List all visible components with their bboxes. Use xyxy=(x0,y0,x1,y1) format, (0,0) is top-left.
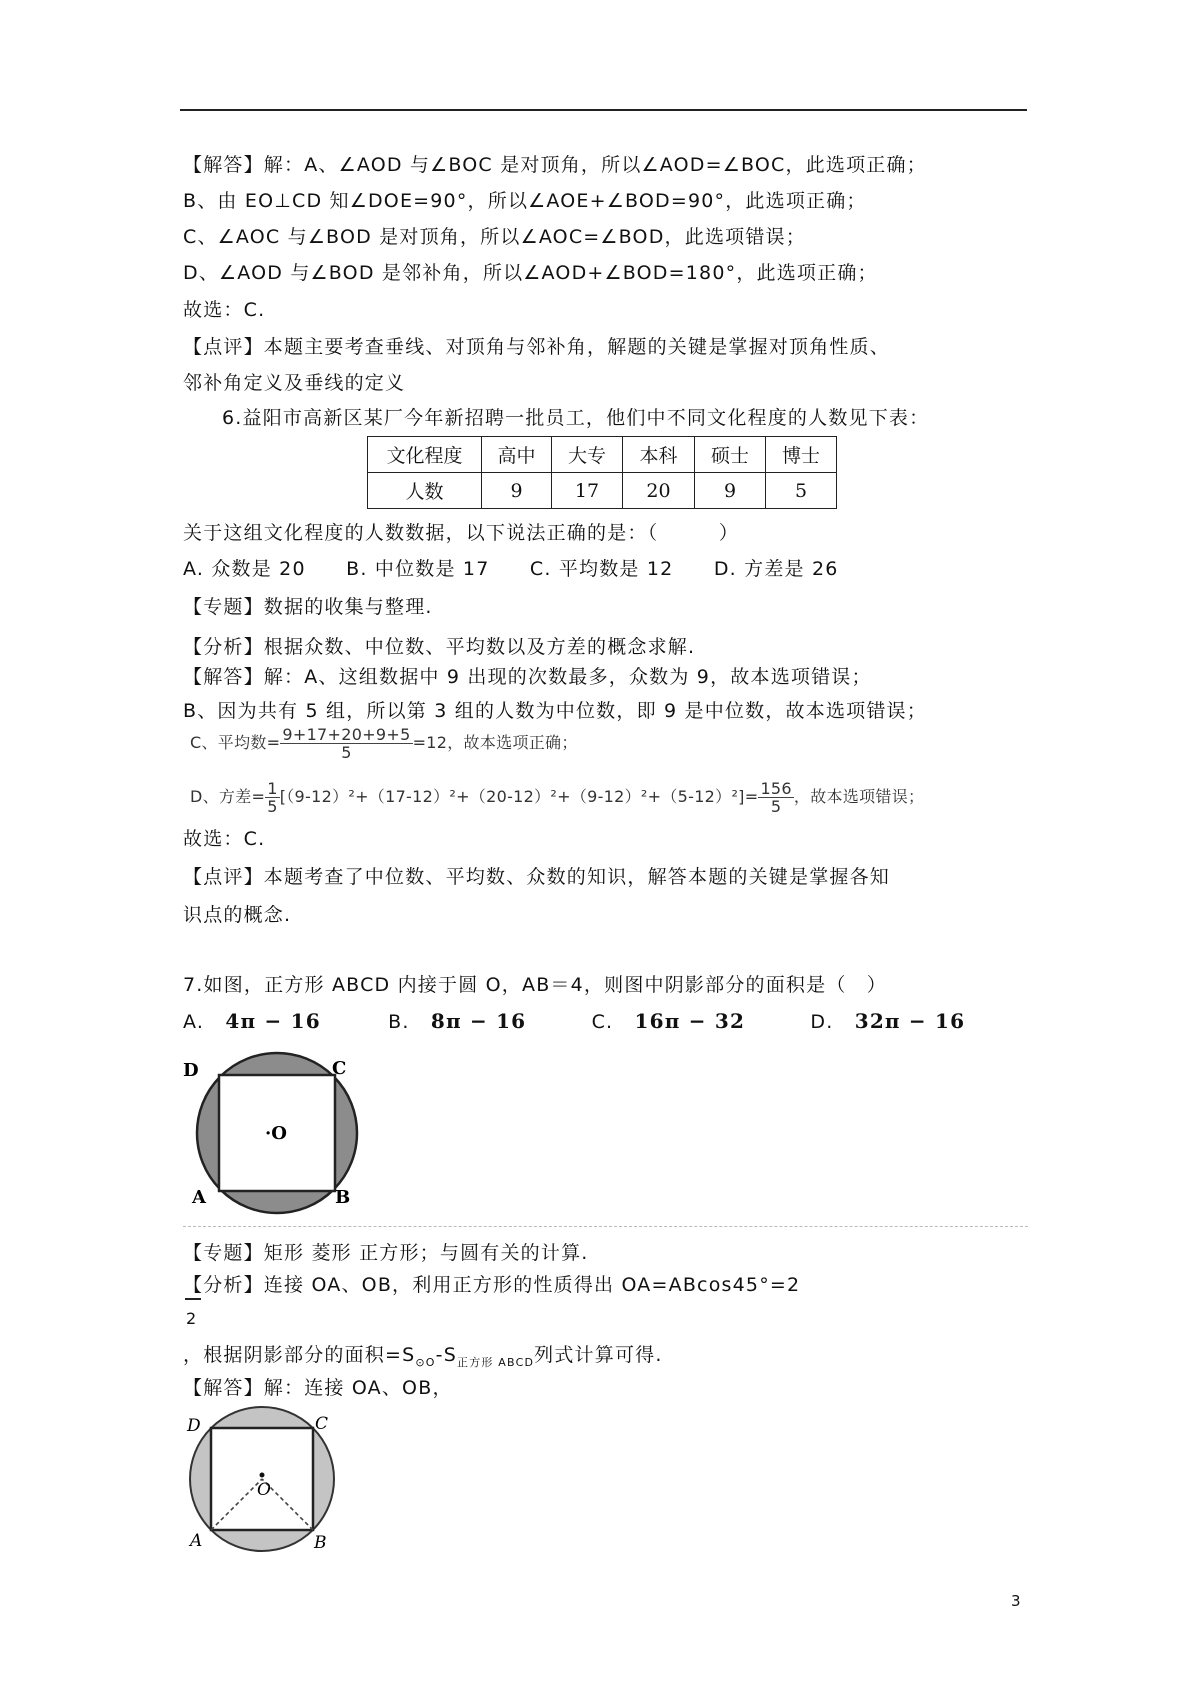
option-c-label: C. xyxy=(591,1011,614,1033)
table-cell: 硕士 xyxy=(695,437,766,473)
option-b-label: B. xyxy=(388,1011,410,1033)
fraction-denominator: 5 xyxy=(341,743,352,762)
option-a-value: 4π − 16 xyxy=(225,1009,321,1033)
q6-option-b: B、因为共有 5 组，所以第 3 组的人数为中位数，即 9 是中位数，故本选项错误； xyxy=(183,700,927,722)
q5-comment-line1: 【点评】本题主要考查垂线、对顶角与邻补角，解题的关键是掌握对顶角性质、 xyxy=(183,336,891,358)
table-cell: 本科 xyxy=(623,437,695,473)
option-d-value: 32π − 16 xyxy=(854,1009,966,1033)
center-label-o: O xyxy=(257,1480,271,1500)
analysis-text: 列式计算可得. xyxy=(534,1344,663,1366)
analysis-text: ，根据阴影部分的面积=S xyxy=(183,1344,416,1366)
variance-result-fraction xyxy=(758,780,793,815)
q7-analysis: 【分析】连接 OA、OB，利用正方形的性质得出 OA=ABcos45°=2 xyxy=(183,1274,801,1296)
education-table xyxy=(367,436,837,509)
vertex-label-b: B xyxy=(335,1187,351,1208)
vertex-label-d: D xyxy=(187,1416,201,1436)
q6-mean-formula xyxy=(190,726,578,761)
q5-choice: 故选：C. xyxy=(183,299,266,321)
fraction-numerator: 156 xyxy=(760,779,792,798)
q7-stem: 7.如图，正方形 ABCD 内接于圆 O，AB＝4，则图中阴影部分的面积是（ ） xyxy=(183,974,887,996)
q7-analysis-continued xyxy=(183,1342,663,1376)
q6-analysis: 【分析】根据众数、中位数、平均数以及方差的概念求解. xyxy=(183,636,696,658)
subscript-square: 正方形 ABCD xyxy=(457,1355,535,1369)
q7-figure-solution xyxy=(178,1405,338,1555)
option-c-value: 16π − 32 xyxy=(634,1009,746,1033)
q7-options xyxy=(183,1008,965,1035)
vertex-label-d: D xyxy=(183,1060,199,1081)
q7-answer-line: 【解答】解：连接 OA、OB， xyxy=(183,1377,453,1399)
fraction-denominator: 5 xyxy=(267,797,278,816)
q5-answer-line: 【解答】解：A、∠AOD 与∠BOC 是对顶角，所以∠AOD=∠BOC，此选项正确； xyxy=(183,154,927,176)
q5-option-b: B、由 EO⊥CD 知∠DOE=90°，所以∠AOE+∠BOD=90°，此选项正确； xyxy=(183,190,867,212)
q5-option-c: C、∠AOC 与∠BOD 是对顶角，所以∠AOC=∠BOD，此选项错误； xyxy=(183,226,806,248)
table-cell: 9 xyxy=(695,473,766,509)
mean-result: =12，故本选项正确； xyxy=(412,733,578,752)
table-cell: 17 xyxy=(552,473,623,509)
variance-terms: [（9-12）²+（17-12）²+（20-12）²+（9-12）²+（5-12）²]= xyxy=(279,787,759,806)
q7-topic: 【专题】矩形 菱形 正方形；与圆有关的计算. xyxy=(183,1242,589,1264)
table-cell: 5 xyxy=(766,473,837,509)
vertex-label-a: A xyxy=(190,1531,203,1551)
q5-option-d: D、∠AOD 与∠BOD 是邻补角，所以∠AOD+∠BOD=180°，此选项正确； xyxy=(183,262,878,284)
q6-stem: 6.益阳市高新区某厂今年新招聘一批员工，他们中不同文化程度的人数见下表： xyxy=(222,407,930,429)
q5-comment-line2: 邻补角定义及垂线的定义 xyxy=(183,372,406,394)
q6-answer-line: 【解答】解：A、这组数据中 9 出现的次数最多，众数为 9，故本选项错误； xyxy=(183,666,872,688)
fraction-bar-fragment xyxy=(185,1298,201,1300)
vertex-label-c: C xyxy=(332,1058,347,1079)
section-divider xyxy=(183,1226,1028,1227)
option-a-label: A. xyxy=(183,1011,205,1033)
q6-question: 关于这组文化程度的人数数据，以下说法正确的是：（ ） xyxy=(183,522,740,544)
table-cell: 文化程度 xyxy=(368,437,482,473)
center-point xyxy=(260,1473,265,1478)
variance-result: ，故本选项错误； xyxy=(793,787,925,806)
q6-choice: 故选：C. xyxy=(183,828,266,850)
table-cell: 20 xyxy=(623,473,695,509)
variance-label: D、方差= xyxy=(190,787,266,806)
vertex-label-a: A xyxy=(192,1187,206,1208)
header-rule xyxy=(180,109,1027,111)
table-cell: 人数 xyxy=(368,473,482,509)
table-row xyxy=(368,473,837,509)
vertex-label-b: B xyxy=(314,1533,327,1553)
table-cell: 大专 xyxy=(552,437,623,473)
q6-options: A. 众数是 20 B. 中位数是 17 C. 平均数是 12 D. 方差是 26 xyxy=(183,558,839,580)
variance-coef-fraction xyxy=(265,780,279,815)
table-cell: 9 xyxy=(482,473,552,509)
table-header-row xyxy=(368,437,837,473)
fraction-denominator: 5 xyxy=(770,797,782,816)
subscript-circle: ⊙O xyxy=(415,1355,436,1369)
option-d-label: D. xyxy=(810,1011,834,1033)
mean-fraction xyxy=(280,726,412,761)
q7-figure-square-in-circle xyxy=(180,1050,360,1215)
q6-topic: 【专题】数据的收集与整理. xyxy=(183,596,433,618)
analysis-text: -S xyxy=(435,1344,457,1366)
q6-comment-line2: 识点的概念. xyxy=(183,904,292,926)
vertex-label-c: C xyxy=(315,1414,329,1434)
mean-label: C、平均数= xyxy=(190,733,281,752)
option-b-value: 8π − 16 xyxy=(430,1009,527,1033)
center-label-o: ·O xyxy=(265,1123,287,1144)
fraction-numerator: 9+17+20+9+5 xyxy=(282,725,411,744)
analysis-fragment: 2 xyxy=(186,1309,198,1328)
q6-comment-line1: 【点评】本题考查了中位数、平均数、众数的知识，解答本题的关键是掌握各知 xyxy=(183,866,891,888)
fraction-numerator: 1 xyxy=(267,779,278,798)
table-cell: 高中 xyxy=(482,437,552,473)
page-number: 3 xyxy=(1011,1592,1021,1610)
q6-variance-formula xyxy=(190,780,924,815)
table-cell: 博士 xyxy=(766,437,837,473)
